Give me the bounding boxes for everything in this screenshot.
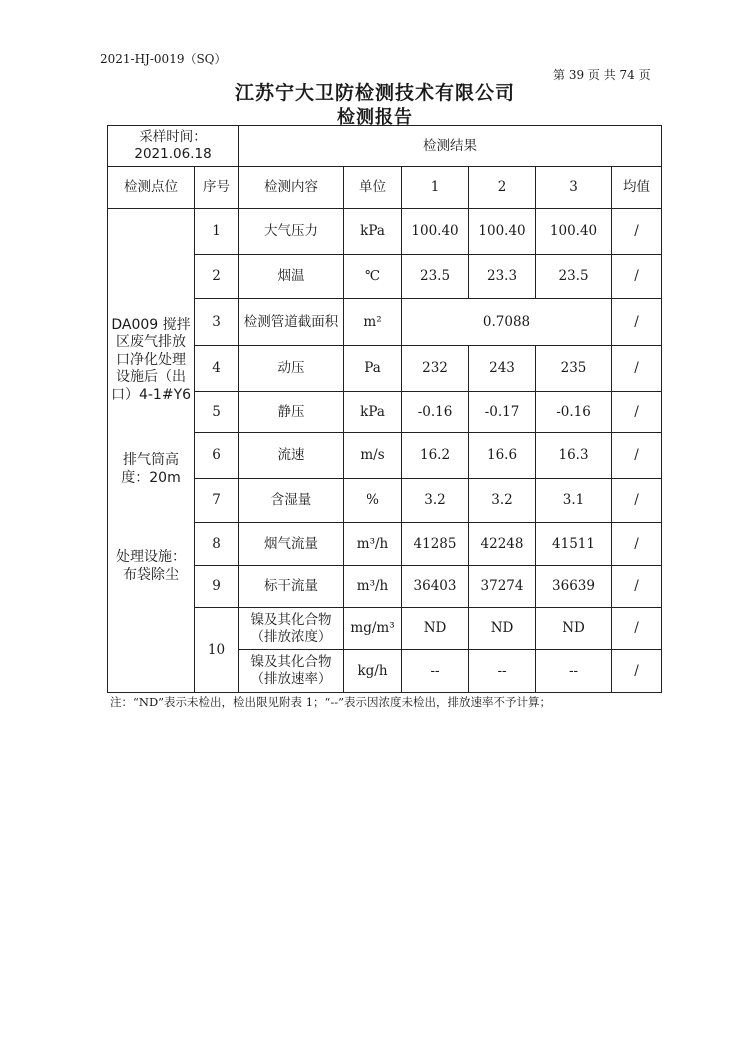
row-unit: m³/h bbox=[344, 523, 402, 566]
row-average: / bbox=[612, 566, 662, 608]
row-no: 3 bbox=[195, 299, 239, 346]
row-item: 镍及其化合物（排放速率） bbox=[239, 650, 344, 693]
page-number: 第 39 页 共 74 页 bbox=[553, 68, 651, 82]
row-value-2: 42248 bbox=[469, 523, 536, 566]
row-average: / bbox=[612, 392, 662, 433]
row-no: 9 bbox=[195, 566, 239, 608]
row-value-1: 23.5 bbox=[402, 255, 469, 299]
stack-height: 排气筒高度：20m bbox=[121, 452, 181, 486]
row-item: 烟温 bbox=[239, 255, 344, 299]
row-item: 静压 bbox=[239, 392, 344, 433]
report-title: 检测报告 bbox=[337, 107, 413, 128]
header-run-1: 1 bbox=[402, 167, 469, 209]
row-unit: m³/h bbox=[344, 566, 402, 608]
row-value-2: -0.17 bbox=[469, 392, 536, 433]
row-no: 1 bbox=[195, 209, 239, 255]
row-item: 镍及其化合物（排放浓度） bbox=[239, 608, 344, 650]
document-code: 2021-HJ-0019（SQ） bbox=[100, 52, 227, 66]
row-average: / bbox=[612, 346, 662, 392]
row-no: 2 bbox=[195, 255, 239, 299]
row-value-2: -- bbox=[469, 650, 536, 693]
row-no: 8 bbox=[195, 523, 239, 566]
row-no: 4 bbox=[195, 346, 239, 392]
row-value-2: 37274 bbox=[469, 566, 536, 608]
row-value-1: 41285 bbox=[402, 523, 469, 566]
row-no: 5 bbox=[195, 392, 239, 433]
row-average: / bbox=[612, 523, 662, 566]
row-unit: % bbox=[344, 479, 402, 523]
row-value-1: ND bbox=[402, 608, 469, 650]
header-run-2: 2 bbox=[469, 167, 536, 209]
site-info-cell bbox=[108, 209, 195, 693]
row-item: 大气压力 bbox=[239, 209, 344, 255]
row-item: 含湿量 bbox=[239, 479, 344, 523]
header-run-3: 3 bbox=[536, 167, 612, 209]
sampling-date: 2021.06.18 bbox=[134, 146, 212, 162]
row-average: / bbox=[612, 650, 662, 693]
row-value-1: 100.40 bbox=[402, 209, 469, 255]
row-value-2: 23.3 bbox=[469, 255, 536, 299]
row-value-3: -0.16 bbox=[536, 392, 612, 433]
row-no: 10 bbox=[195, 608, 239, 693]
header-average: 均值 bbox=[612, 167, 662, 209]
row-average: / bbox=[612, 255, 662, 299]
row-unit: mg/m³ bbox=[344, 608, 402, 650]
row-no: 7 bbox=[195, 479, 239, 523]
results-table bbox=[107, 125, 662, 693]
row-unit: m² bbox=[344, 299, 402, 346]
header-site: 检测点位 bbox=[108, 167, 195, 209]
row-merged-value: 0.7088 bbox=[402, 299, 612, 346]
row-item: 检测管道截面积 bbox=[239, 299, 344, 346]
row-unit: ℃ bbox=[344, 255, 402, 299]
row-value-3: 41511 bbox=[536, 523, 612, 566]
row-value-1: 3.2 bbox=[402, 479, 469, 523]
sampling-time-label: 采样时间： bbox=[139, 129, 207, 146]
row-value-3: 36639 bbox=[536, 566, 612, 608]
row-average: / bbox=[612, 433, 662, 479]
row-value-1: -- bbox=[402, 650, 469, 693]
row-unit: m/s bbox=[344, 433, 402, 479]
row-value-3: 100.40 bbox=[536, 209, 612, 255]
treatment-facility: 处理设施：布袋除尘 bbox=[116, 549, 186, 583]
row-value-3: -- bbox=[536, 650, 612, 693]
row-unit: kPa bbox=[344, 209, 402, 255]
row-item: 流速 bbox=[239, 433, 344, 479]
header-item: 检测内容 bbox=[239, 167, 344, 209]
row-value-3: ND bbox=[536, 608, 612, 650]
row-average: / bbox=[612, 299, 662, 346]
row-value-2: 100.40 bbox=[469, 209, 536, 255]
results-header: 检测结果 bbox=[239, 126, 662, 167]
row-value-1: -0.16 bbox=[402, 392, 469, 433]
row-value-1: 232 bbox=[402, 346, 469, 392]
header-no: 序号 bbox=[195, 167, 239, 209]
row-unit: kPa bbox=[344, 392, 402, 433]
row-item: 动压 bbox=[239, 346, 344, 392]
row-unit: kg/h bbox=[344, 650, 402, 693]
row-value-3: 3.1 bbox=[536, 479, 612, 523]
header-unit: 单位 bbox=[344, 167, 402, 209]
row-item: 烟气流量 bbox=[239, 523, 344, 566]
row-unit: Pa bbox=[344, 346, 402, 392]
row-average: / bbox=[612, 608, 662, 650]
footnote: 注：“ND”表示未检出，检出限见附表 1；“--”表示因浓度未检出，排放速率不予计算； bbox=[110, 695, 552, 709]
row-value-2: 3.2 bbox=[469, 479, 536, 523]
row-value-1: 36403 bbox=[402, 566, 469, 608]
row-value-3: 23.5 bbox=[536, 255, 612, 299]
table-row bbox=[108, 209, 662, 255]
row-average: / bbox=[612, 479, 662, 523]
header-row bbox=[108, 167, 662, 209]
row-no: 6 bbox=[195, 433, 239, 479]
site-name: DA009 搅拌区废气排放口净化处理设施后（出口）4-1#Y6 bbox=[110, 316, 192, 403]
company-name: 江苏宁大卫防检测技术有限公司 bbox=[234, 82, 515, 104]
row-value-2: 16.6 bbox=[469, 433, 536, 479]
row-value-3: 16.3 bbox=[536, 433, 612, 479]
row-value-1: 16.2 bbox=[402, 433, 469, 479]
row-value-2: 243 bbox=[469, 346, 536, 392]
row-value-3: 235 bbox=[536, 346, 612, 392]
row-average: / bbox=[612, 209, 662, 255]
sampling-time-cell bbox=[108, 126, 239, 167]
row-item: 标干流量 bbox=[239, 566, 344, 608]
row-value-2: ND bbox=[469, 608, 536, 650]
sampling-row bbox=[108, 126, 662, 167]
